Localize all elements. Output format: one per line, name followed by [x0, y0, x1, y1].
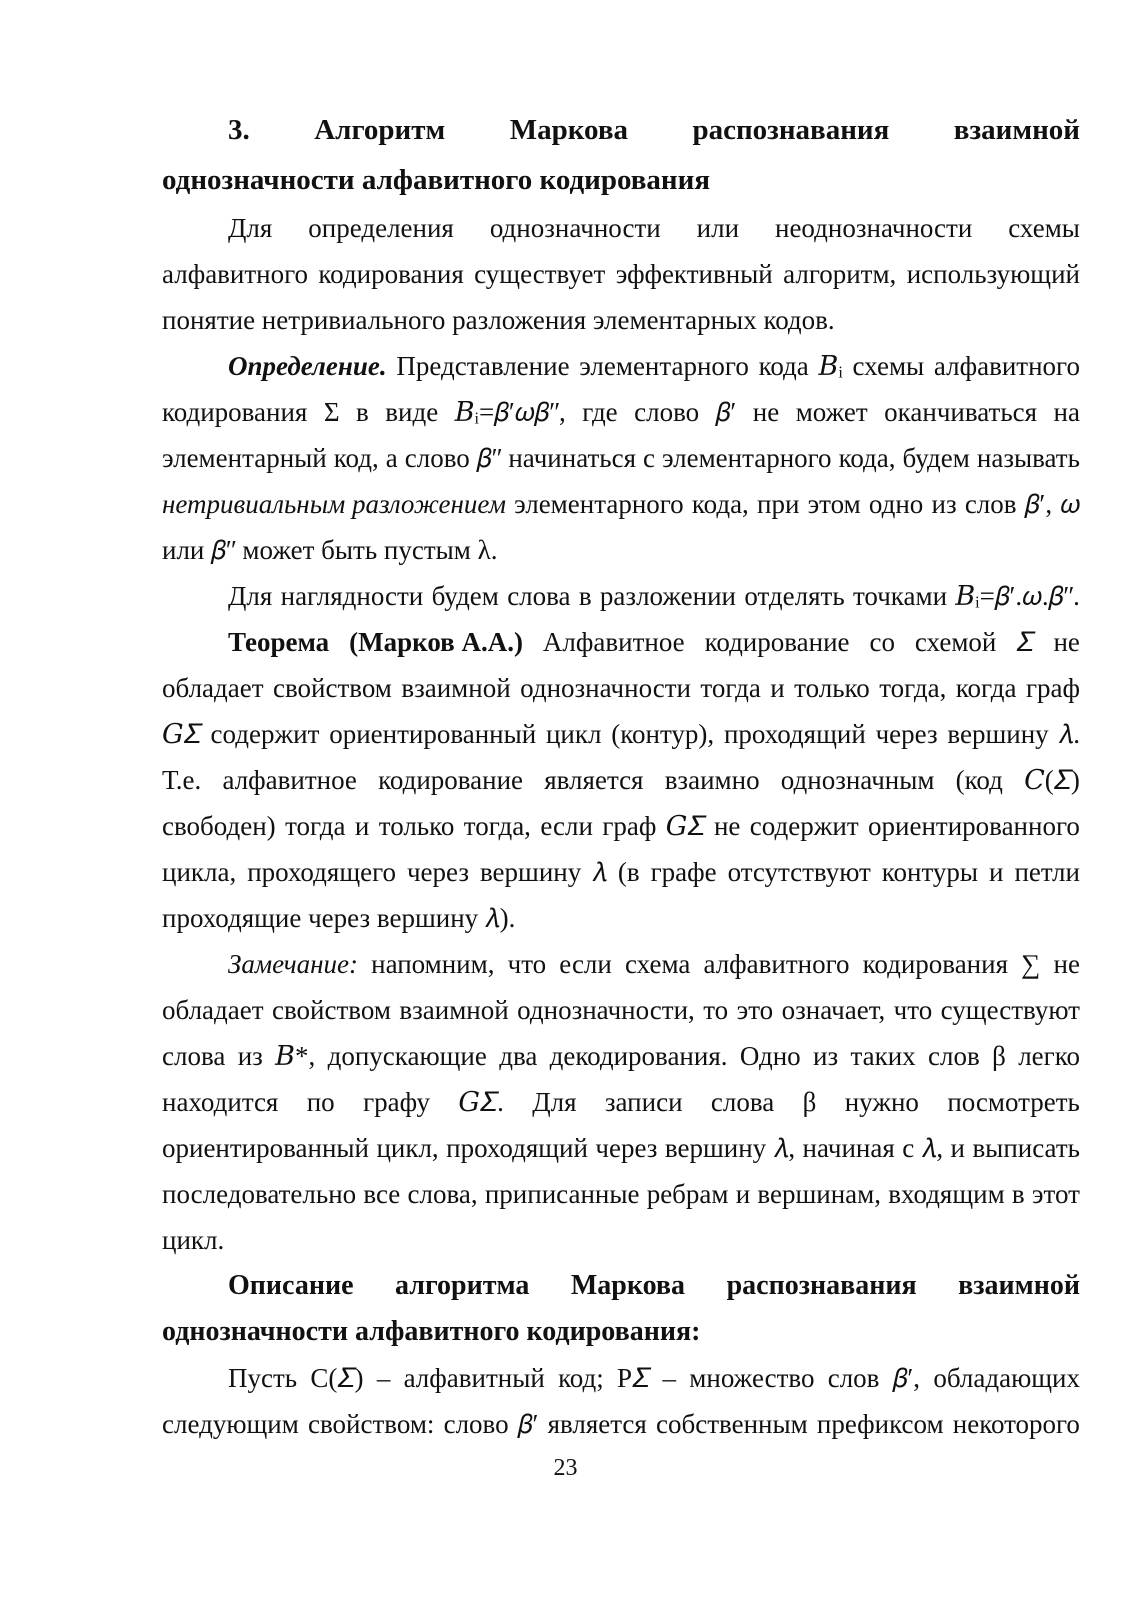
theorem-line-2: обладает свойством взаимной однозначности тогда и только тогда, когда граф [162, 673, 1080, 703]
algo-line-2: следующим свойством: слово 𝛽′ является собственным префиксом некоторого [162, 1409, 1080, 1439]
algo-heading-line-1: Описание алгоритма Маркова распознавания взаимной [228, 1270, 1080, 1301]
theorem-label: Теорема [228, 627, 330, 657]
remark-line-2: обладает свойством взаимной однозначности, то это означает, что существуют [162, 995, 1080, 1025]
term-italic: нетривиальным разложением [162, 489, 506, 519]
remark-line-1: Замечание: напомним, что если схема алфавитного кодирования ∑ не [162, 941, 1080, 987]
clarity-line-1: Для наглядности будем слова в разложении отделять точками 𝐵ᵢ=𝛽ʹ.𝜔.𝛽ʺ. [228, 581, 1080, 611]
theorem-line-7: проходящие через вершину 𝜆). [162, 903, 516, 933]
heading-word: однозначности алфавитного кодирования [162, 164, 711, 196]
heading-word: взаимной [953, 114, 1080, 146]
section-heading-line-1 [162, 105, 1080, 155]
remark-line-5: ориентированный цикл, проходящий через вершину 𝜆, начиная с 𝜆, и выписать [162, 1133, 1080, 1163]
definition-line-3: элементарный код, а слово 𝛽ʺ начинаться с элементарного кода, будем называть [162, 443, 1080, 473]
theorem-line-1: Теорема (Марков А.А.) Алфавитное кодирование со схемой 𝛴 не [162, 619, 1080, 665]
theorem-line-3: 𝐺𝛴 содержит ориентированный цикл (контур), проходящий через вершину 𝜆. [162, 719, 1080, 749]
heading-word: Алгоритм [314, 114, 446, 146]
definition-line-5: или 𝛽ʺ может быть пустым λ. [162, 535, 498, 565]
page-number: 23 [553, 1455, 578, 1481]
definition-line-1: Определение. Представление элементарного кода 𝐵ᵢ схемы алфавитного [162, 343, 1080, 389]
page-content [162, 105, 1080, 1447]
theorem-author: (Марков А.А.) [349, 627, 523, 657]
intro-line-1: Для определения однозначности или неоднозначности схемы [228, 213, 1080, 243]
heading-word: распознавания [692, 114, 890, 146]
algo-heading-line-2: однозначности алфавитного кодирования: [162, 1316, 701, 1347]
remark-label: Замечание: [228, 949, 358, 979]
definition-label: Определение. [228, 351, 387, 381]
heading-word: Маркова [509, 114, 628, 146]
section-heading-line-2 [162, 155, 1080, 205]
definition-line-2: кодирования Σ в виде 𝐵ᵢ=𝛽ʹ𝜔𝛽ʺ, где слово 𝛽ʹ не может оканчиваться на [162, 397, 1080, 427]
remark-line-3: слова из 𝐵*, допускающие два декодирования. Одно из таких слов β легко [162, 1041, 1080, 1071]
intro-line-3: понятие нетривиального разложения элементарных кодов. [162, 305, 835, 335]
definition-line-4: нетривиальным разложением элементарного кода, при этом одно из слов 𝛽ʹ, 𝜔 [162, 481, 1080, 527]
theorem-line-4: Т.е. алфавитное кодирование является взаимно однозначным (код 𝐶(𝛴) [162, 765, 1080, 795]
algo-line-1: Пусть C(𝛴) – алфавитный код; P𝛴 – множество слов 𝛽′, обладающих [228, 1363, 1080, 1393]
remark-line-4: находится по графу 𝐺𝛴. Для записи слова β нужно посмотреть [162, 1087, 1080, 1117]
heading-word: 3. [228, 114, 250, 146]
remark-line-7: цикл. [162, 1225, 225, 1255]
theorem-line-5: свободен) тогда и только тогда, если граф 𝐺𝛴 не содержит ориентированного [162, 811, 1080, 841]
intro-line-2: алфавитного кодирования существует эффективный алгоритм, использующий [162, 259, 1080, 289]
theorem-line-6: цикла, проходящего через вершину 𝜆 (в графе отсутствуют контуры и петли [162, 857, 1080, 887]
remark-line-6: последовательно все слова, приписанные ребрам и вершинам, входящим в этот [162, 1179, 1080, 1209]
